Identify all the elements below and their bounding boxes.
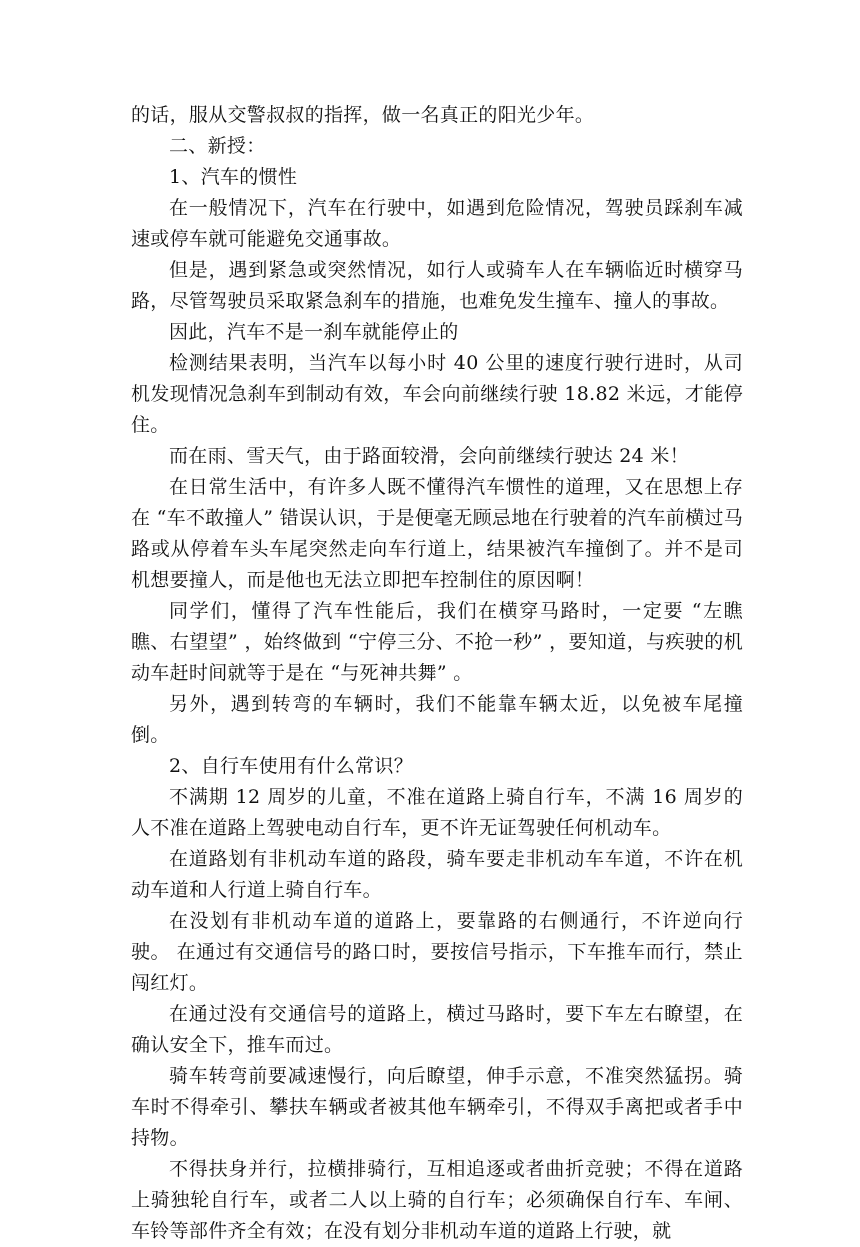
paragraph: 不得扶身并行，拉横排骑行，互相追逐或者曲折竞驶；不得在道路上骑独轮自行车，或者二人以上骑的自行车；必须确保自行车、车闸、车铃等部件齐全有效；在没有划分非机动车道的道路上行驶，就	[131, 1158, 743, 1242]
paragraph-continuation: 的话，服从交警叔叔的指挥，做一名真正的阳光少年。	[131, 104, 595, 126]
paragraph: 同学们，懂得了汽车性能后，我们在横穿马路时，一定要 “左瞧瞧、右望望” ，始终做到 “宁停三分、不抢一秒” ，要知道，与疾驶的机动车赶时间就等于是在 “与死神共舞” 。	[131, 600, 743, 684]
paragraph: 在道路划有非机动车道的路段，骑车要走非机动车车道，不许在机动车道和人行道上骑自行车。	[131, 848, 743, 901]
paragraph: 而在雨、雪天气，由于路面较滑，会向前继续行驶达 24 米！	[169, 445, 689, 467]
paragraph: 另外，遇到转弯的车辆时，我们不能靠车辆太近，以免被车尾撞倒。	[131, 693, 743, 746]
paragraph: 在没划有非机动车道的道路上，要靠路的右侧通行，不许逆向行驶。 在通过有交通信号的路口时，要按信号指示，下车推车而行，禁止闯红灯。	[131, 910, 743, 994]
paragraph: 不满期 12 周岁的儿童，不准在道路上骑自行车，不满 16 周岁的人不准在道路上驾驶电动自行车，更不许无证驾驶任何机动车。	[131, 786, 743, 839]
paragraph: 因此，汽车不是一刹车就能停止的	[169, 321, 459, 343]
paragraph: 在一般情况下，汽车在行驶中，如遇到危险情况，驾驶员踩刹车减速或停车就可能避免交通事故。	[131, 197, 743, 250]
paragraph: 在通过没有交通信号的道路上，横过马路时，要下车左右瞭望，在确认安全下，推车而过。	[131, 1003, 743, 1056]
subheading-bicycle-knowledge: 2、自行车使用有什么常识？	[169, 755, 413, 777]
document-body	[131, 100, 743, 1247]
paragraph: 但是，遇到紧急或突然情况，如行人或骑车人在车辆临近时横穿马路，尽管驾驶员采取紧急刹车的措施，也难免发生撞车、撞人的事故。	[131, 259, 743, 312]
paragraph: 检测结果表明，当汽车以每小时 40 公里的速度行驶行进时，从司机发现情况急刹车到制动有效，车会向前继续行驶 18.82 米远，才能停住。	[131, 352, 743, 436]
paragraph: 骑车转弯前要减速慢行，向后瞭望，伸手示意，不准突然猛拐。骑车时不得牵引、攀扶车辆或者被其他车辆牵引，不得双手离把或者手中持物。	[131, 1065, 743, 1149]
paragraph: 在日常生活中，有许多人既不懂得汽车惯性的道理，又在思想上存在 “车不敢撞人” 错误认识，于是便毫无顾忌地在行驶着的汽车前横过马路或从停着车头车尾突然走向车行道上，结果被汽车撞倒了。并不是司机想要撞人，而是他也无法立即把车控制住的原因啊！	[131, 476, 743, 591]
section-heading-new-lesson: 二、新授：	[169, 135, 266, 157]
subheading-car-inertia: 1、汽车的惯性	[169, 166, 298, 188]
